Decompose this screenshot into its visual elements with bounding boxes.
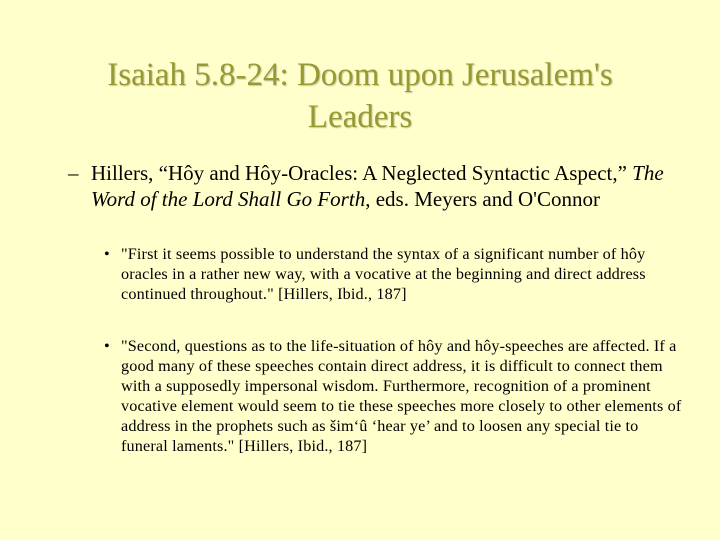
sub-point-1 (104, 244, 688, 304)
main-point (68, 160, 688, 212)
slide-title (40, 54, 680, 138)
title-line-1: Isaiah 5.8-24: Doom upon Jerusalem's (107, 57, 613, 93)
dash-marker: – (68, 161, 79, 185)
bullet-marker: • (104, 337, 110, 355)
main-point-text (91, 160, 688, 212)
citation-editors: , eds. Meyers and O'Connor (365, 187, 600, 211)
sub-point-text: "First it seems possible to understand the syntax of a significant number of hôy oracles in a rather new way, with a vocative at the beginning and direct address continued throughout." [Hillers, Ibid., 187] (121, 245, 646, 303)
sub-point-2 (104, 336, 688, 456)
sub-point-text: "Second, questions as to the life-situation of hôy and hôy-speeches are affected. If a good many of these speeches contain direct address, it is difficult to connect them with a supposedly impersonal wisdom. Furthermore, recognition of a prominent vocative element would seem to tie these speeches more closely to other elements of address in the prophets such as šim‘û ‘hear ye’ and to loosen any special tie to funeral laments." [Hillers, Ibid., 187] (121, 337, 682, 455)
bullet-marker: • (104, 245, 110, 263)
book-title: The Word of the Lord Shall Go Forth (91, 161, 664, 211)
title-line-2: Leaders (307, 99, 413, 135)
citation-text: Hillers, “Hôy and Hôy-Oracles: A Neglected Syntactic Aspect,” (91, 161, 633, 185)
